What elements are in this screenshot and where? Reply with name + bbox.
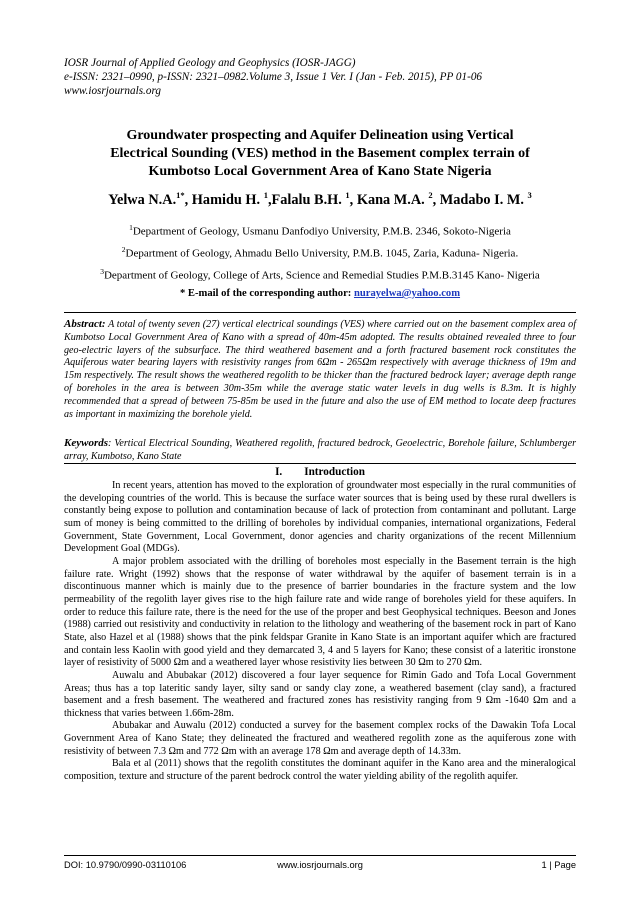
- title-line-3: Kumbotso Local Government Area of Kano State Nigeria: [148, 164, 492, 179]
- author-affiliation-mark: 2: [428, 190, 433, 200]
- author-affiliation-mark: 1*: [176, 190, 185, 200]
- journal-name: IOSR Journal of Applied Geology and Geophysics (IOSR-JAGG): [64, 57, 356, 69]
- author-affiliation-mark: 1: [345, 190, 350, 200]
- journal-header: [64, 56, 584, 98]
- author-separator: ,: [184, 191, 192, 208]
- author-name: Madabo I. M.: [439, 191, 524, 208]
- paragraph: Abubakar and Auwalu (2012) conducted a survey for the basement complex rocks of the Dawakin Tofa Local Government Area of Kano State; they delineated the fractured and weathered regolith zone as the aquiferous zone with resistivity of between 7.3 Ωm and 772 Ωm with an average 178 Ωm and average depth of 14.33m.: [64, 720, 576, 757]
- affiliation-1: [64, 221, 576, 239]
- author-separator: ,: [432, 191, 440, 208]
- bottom-divider: [64, 463, 576, 464]
- footer-divider: [64, 855, 576, 856]
- abstract-label: Abstract:: [64, 318, 106, 330]
- keywords-text: : Vertical Electrical Sounding, Weathered regolith, fractured bedrock, Geoelectric, Borehole failure, Schlumberger array, Kumbotso, Kano State: [64, 438, 576, 462]
- keywords: [64, 437, 576, 464]
- author-separator: ,: [349, 191, 357, 208]
- keywords-label: Keywords: [64, 437, 108, 449]
- author-name: Kana M.A.: [356, 191, 425, 208]
- abstract: [64, 318, 576, 421]
- paragraph: Auwalu and Abubakar (2012) discovered a four layer sequence for Rimin Gado and Tofa Local Government Areas; thus has a top lateritic sandy layer, silty sand or sandy clay zone, a weathered basement (clay sand), a fractured basement and a fresh basement. The weathered and fractured zones has resistivity ranging from 9 Ωm -1640 Ωm and a thickness that varies between 1.66m-28m.: [64, 669, 576, 719]
- footer-doi: DOI: 10.9790/0990-03110106: [64, 860, 187, 870]
- author-affiliation-mark: 1: [263, 190, 268, 200]
- affiliation-2: [64, 243, 576, 261]
- introduction-body: [64, 480, 576, 784]
- section-title: Introduction: [304, 466, 365, 478]
- title-line-2: Electrical Sounding (VES) method in the Basement complex terrain of: [110, 146, 530, 161]
- email-link[interactable]: nurayelwa@yahoo.com: [353, 288, 461, 299]
- author-name: Hamidu H.: [191, 191, 261, 208]
- affiliation-text: Department of Geology, Usmanu Danfodiyo University, P.M.B. 2346, Sokoto-Nigeria: [132, 225, 511, 238]
- footer-website[interactable]: www.iosrjournals.org: [277, 860, 363, 870]
- affiliation-3: [64, 265, 576, 283]
- top-divider: [64, 312, 576, 313]
- abstract-text: A total of twenty seven (27) vertical electrical soundings (VES) where carried out on the basement complex area of Kumbotso Local Government Area of Kano with a spread of 40m-45m adopted. The results obtained revealed three to four geo-electric layers of the subsurface. The third weathered basement and a forth fractured basement rock constitutes the Aquiferous water bearing layers with resistivity ranges from 6Ωm - 265Ωm respectively with average thickness of 19m and 15m respectively. The result shows the weathered regolith to be thicker than the fractured bedrock layer; average depth range of boreholes in the area is between 30m-35m while the average static water levels in dug wells is 8.3m. It is highly recommended that a spread of between 75-85m be used in the future and also the use of EM method to locate deep fractures as important in maximizing the borehole yield.: [64, 319, 576, 420]
- section-heading: [64, 466, 576, 478]
- author-name: Falalu B.H.: [271, 191, 342, 208]
- corresponding-email: [64, 288, 576, 299]
- affiliation-text: Department of Geology, Ahmadu Bello University, P.M.B. 1045, Zaria, Kaduna- Nigeria.: [125, 247, 519, 260]
- section-number: I.: [275, 466, 283, 478]
- author-affiliation-mark: 3: [527, 190, 532, 200]
- affiliation-text: Department of Geology, College of Arts, Science and Remedial Studies P.M.B.3145 Kano- Nigeria: [103, 269, 540, 282]
- footer-page-number: 1 | Page: [541, 860, 576, 870]
- author-list: [64, 186, 576, 209]
- paragraph: A major problem associated with the drilling of boreholes most especially in the Basement terrain is the high failure rate. Wright (1992) shows that the response of water withdrawal by the aquifer of basement terrain is in a discontinuous manner which is mainly due to the presence of barrier boundaries in the fracture system and the low permeability of the regolith layer gives rise to the high failure rate and wide range of boreholes yield for these aquifers. In order to reduce this failure rate, there is the need for the use of the proper and best Geophysical techniques. Beeson and Jones (1988) carried out resistivity and conductivity in relation to the lithology and weathering of the basement rock in part of Kano State, also Hazel et al (1988) shows that the pink feldspar Granite in Kano State is an important aquifer which are fractured and contain less Kaolin with good yield and they demarcated 3, 4 and 5 layers for Kano; these consist of a lateritic ironstone layer of resistivity of 5000 Ωm and a weathered layer whose resistivity lies between 30 Ωm to 270 Ωm.: [64, 555, 576, 669]
- email-label: * E-mail of the corresponding author:: [179, 288, 354, 299]
- author-name: Yelwa N.A.: [108, 191, 177, 208]
- author-separator: ,: [267, 191, 272, 208]
- affiliation-mark: 1: [129, 223, 133, 232]
- affiliation-mark: 3: [100, 267, 104, 276]
- journal-issn: e-ISSN: 2321–0990, p-ISSN: 2321–0982.Volume 3, Issue 1 Ver. I (Jan - Feb. 2015), PP 01-06: [64, 71, 483, 83]
- title-line-1: Groundwater prospecting and Aquifer Delineation using Vertical: [126, 128, 514, 143]
- journal-website[interactable]: www.iosrjournals.org: [64, 85, 161, 97]
- paragraph: Bala et al (2011) shows that the regolith constitutes the dominant aquifer in the Kano area and the mineralogical composition, texture and structure of the parent bedrock control the water yielding ability of the regolith aquifer.: [64, 758, 576, 783]
- paper-title: [64, 127, 576, 181]
- affiliation-mark: 2: [121, 245, 126, 254]
- paragraph: In recent years, attention has moved to the exploration of groundwater most especially in the rural communities of the developing countries of the world. This is because the surface water sources that is being used by these rural dwellers is constantly being expose to pollution and contamination because of lack of protection from contaminant and pollutant. Large sum of money is being committed to the drilling of boreholes by individual companies, international organizations, Federal Government, State Government, Local Government, donor agencies and charity organizations of the recent Millennium Development Goal (MDGs).: [64, 480, 576, 555]
